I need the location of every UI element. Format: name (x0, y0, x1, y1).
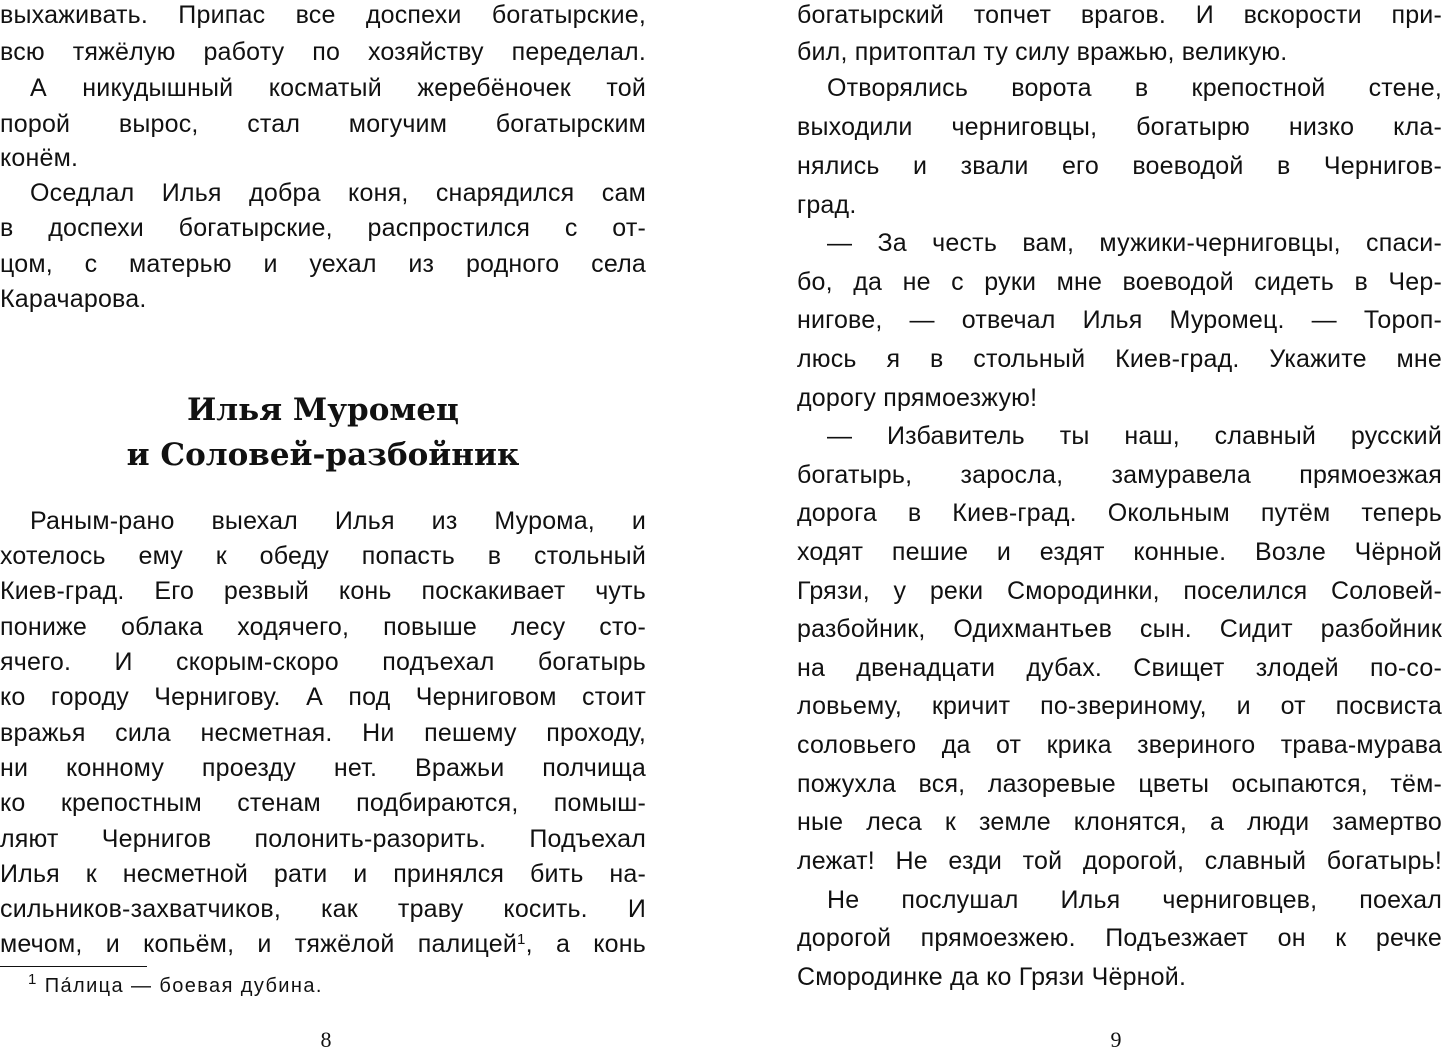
text-span: мечом, и копьём, и тяжёлой палицей (0, 930, 518, 958)
text-line: сильников-захватчиков, как траву косить. И (0, 895, 646, 923)
text-line: ные леса к земле клонятся, а люди замертво (797, 808, 1442, 836)
text-line: цом, с матерью и уехал из родного села (0, 250, 646, 278)
text-line: Отворялись ворота в крепостной стене, (827, 74, 1442, 102)
text-span: , а конь (525, 930, 646, 958)
text-line-with-footnote (0, 929, 646, 959)
text-line: разбойник, Одихмантьев сын. Сидит разбойник (797, 615, 1442, 643)
text-line: А никудышный косматый жеребёночек той (30, 74, 646, 102)
footnote-number: 1 (28, 971, 38, 988)
text-line: вражья сила несметная. Ни пешему проходу, (0, 719, 646, 747)
text-line: дорога в Киев-град. Окольным путём теперь (797, 499, 1442, 527)
text-line: Киев-град. Его резвый конь поскакивает чуть (0, 577, 646, 605)
footnote-text: Па́лица — боевая дубина. (44, 975, 323, 997)
text-line: люсь я в стольный Киев-град. Укажите мне (797, 345, 1442, 373)
text-line: Раным-рано выехал Илья из Мурома, и (30, 507, 646, 535)
text-line: Не послушал Илья черниговцев, поехал (827, 886, 1442, 914)
footnote (28, 973, 323, 999)
text-line: богатырь, заросла, замуравела прямоезжая (797, 461, 1442, 489)
footnote-mark: 1 (517, 931, 526, 948)
text-line: Оседлал Илья добра коня, снарядился сам (30, 179, 646, 207)
text-line: порой вырос, стал могучим богатырским (0, 110, 646, 138)
text-line: богатырский топчет врагов. И вскорости при- (797, 1, 1442, 29)
text-line: конём. (0, 144, 79, 172)
text-line: выхаживать. Припас все доспехи богатырские, (0, 1, 646, 29)
text-line: Карачарова. (0, 285, 147, 313)
text-line: — За честь вам, мужики-черниговцы, спаси- (827, 229, 1442, 257)
text-line: Илья к несметной рати и принялся бить на- (0, 860, 646, 888)
text-line: дорогой прямоезжею. Подъезжает он к речке (797, 924, 1442, 952)
text-line: нигове, — отвечал Илья Муромец. — Тороп- (797, 306, 1442, 334)
text-line: в доспехи богатырские, распростился с от- (0, 214, 646, 242)
footnote-divider (0, 966, 147, 967)
text-line: хотелось ему к обеду попасть в стольный (0, 542, 646, 570)
text-line: Смородинке да ко Грязи Чёрной. (797, 963, 1187, 991)
text-line: град. (797, 191, 857, 219)
text-line: ходят пешие и ездят конные. Возле Чёрной (797, 538, 1442, 566)
text-line: ко городу Чернигову. А под Черниговом стоит (0, 683, 646, 711)
text-line: ко крепостным стенам подбираются, помыш- (0, 789, 646, 817)
text-line: пониже облака ходячего, повыше лесу сто- (0, 613, 646, 641)
chapter-title-line-1: Илья Муромец (187, 392, 459, 428)
text-line: бил, притоптал ту силу вражью, великую. (797, 38, 1288, 66)
page-number: 9 (1110, 1027, 1122, 1052)
chapter-title-line-2: и Соловей-разбойник (126, 437, 520, 473)
text-line: ячего. И скорым-скоро подъехал богатырь (0, 648, 646, 676)
text-line: бо, да не с руки мне воеводой сидеть в Чер- (797, 268, 1442, 296)
text-line: Грязи, у реки Смородинки, поселился Соловей- (797, 577, 1442, 605)
text-line: лежат! Не езди той дорогой, славный богатырь! (797, 847, 1442, 875)
text-line: ни конному проезду нет. Вражьи полчища (0, 754, 646, 782)
text-line: — Избавитель ты наш, славный русский (827, 422, 1442, 450)
text-line: соловьего да от крика звериного трава-мурава (797, 731, 1442, 759)
text-line: нялись и звали его воеводой в Чернигов- (797, 152, 1442, 180)
text-line: ловьему, кричит по-звериному, и от посвиста (797, 692, 1442, 720)
text-line: дорогу прямоезжую! (797, 384, 1038, 412)
text-line: ляют Чернигов полонить-разорить. Подъехал (0, 825, 646, 853)
page-number: 8 (320, 1027, 332, 1052)
text-line: пожухла вся, лазоревые цветы осыпаются, тём- (797, 770, 1442, 798)
text-line: на двенадцати дубах. Свищет злодей по-со- (797, 654, 1442, 682)
text-line: всю тяжёлую работу по хозяйству переделал. (0, 38, 646, 66)
text-line: выходили черниговцы, богатырю низко кла- (797, 113, 1442, 141)
